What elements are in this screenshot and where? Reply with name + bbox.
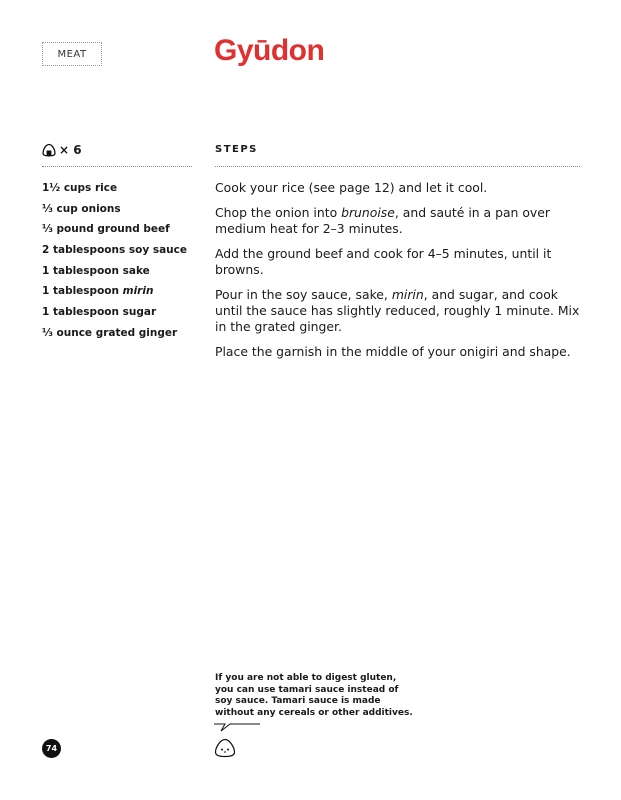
- speech-bubble-tail: [214, 722, 262, 734]
- ingredient-item: [42, 221, 187, 242]
- ingredient-list: [42, 180, 187, 346]
- servings: [42, 143, 82, 157]
- step-item: [215, 205, 580, 237]
- step-item: [215, 180, 580, 196]
- ingredient-item: [42, 263, 187, 284]
- text: ⅓ ounce grated ginger: [42, 326, 178, 339]
- ingredient-item: [42, 242, 187, 263]
- italic-text: mirin: [122, 285, 154, 298]
- step-item: [215, 246, 580, 278]
- text: 1 tablespoon sake: [42, 264, 150, 277]
- text: Cook your rice (see page 12) and let it cool.: [215, 180, 488, 195]
- italic-text: mirin: [391, 287, 424, 302]
- text: Add the ground beef and cook for 4–5 minutes, until it browns.: [215, 246, 552, 277]
- ingredient-item: [42, 325, 187, 346]
- ingredient-item: [42, 283, 187, 304]
- text: 1 tablespoon: [42, 285, 123, 298]
- recipe-title: Gyūdon: [214, 34, 325, 67]
- onigiri-icon: [42, 143, 56, 157]
- ingredient-item: [42, 201, 187, 222]
- onigiri-mascot-icon: [214, 738, 236, 758]
- ingredient-item: [42, 304, 187, 325]
- steps-list: [215, 180, 580, 369]
- text: 1 tablespoon sugar: [42, 306, 157, 319]
- text: Place the garnish in the middle of your onigiri and shape.: [215, 344, 571, 359]
- step-item: [215, 344, 580, 360]
- text: ⅓ cup onions: [42, 202, 121, 215]
- page-number: 74: [42, 739, 61, 758]
- text: Chop the onion into: [215, 205, 342, 220]
- tip-note: If you are not able to digest gluten, you can use tamari sauce instead of soy sauce. Tamari sauce is made without any cereals or other additives.: [215, 673, 413, 718]
- divider: [42, 166, 192, 167]
- text: 1½ cups rice: [42, 182, 118, 194]
- steps-heading: STEPS: [215, 144, 258, 155]
- text: , and sauté in a pan over medium heat for 2–3 minutes.: [215, 205, 550, 236]
- italic-text: brunoise: [341, 205, 395, 220]
- step-item: [215, 287, 580, 335]
- category-tag: MEAT: [42, 42, 102, 66]
- text: Pour in the soy sauce, sake,: [215, 287, 392, 302]
- ingredient-item: [42, 180, 187, 201]
- text: , and sugar, and cook until the sauce has slightly reduced, roughly 1 minute. Mix in the grated ginger.: [215, 287, 580, 334]
- divider: [215, 166, 580, 167]
- text: 2 tablespoons soy sauce: [42, 244, 187, 257]
- text: ⅓ pound ground beef: [42, 223, 170, 236]
- servings-count: × 6: [59, 143, 82, 157]
